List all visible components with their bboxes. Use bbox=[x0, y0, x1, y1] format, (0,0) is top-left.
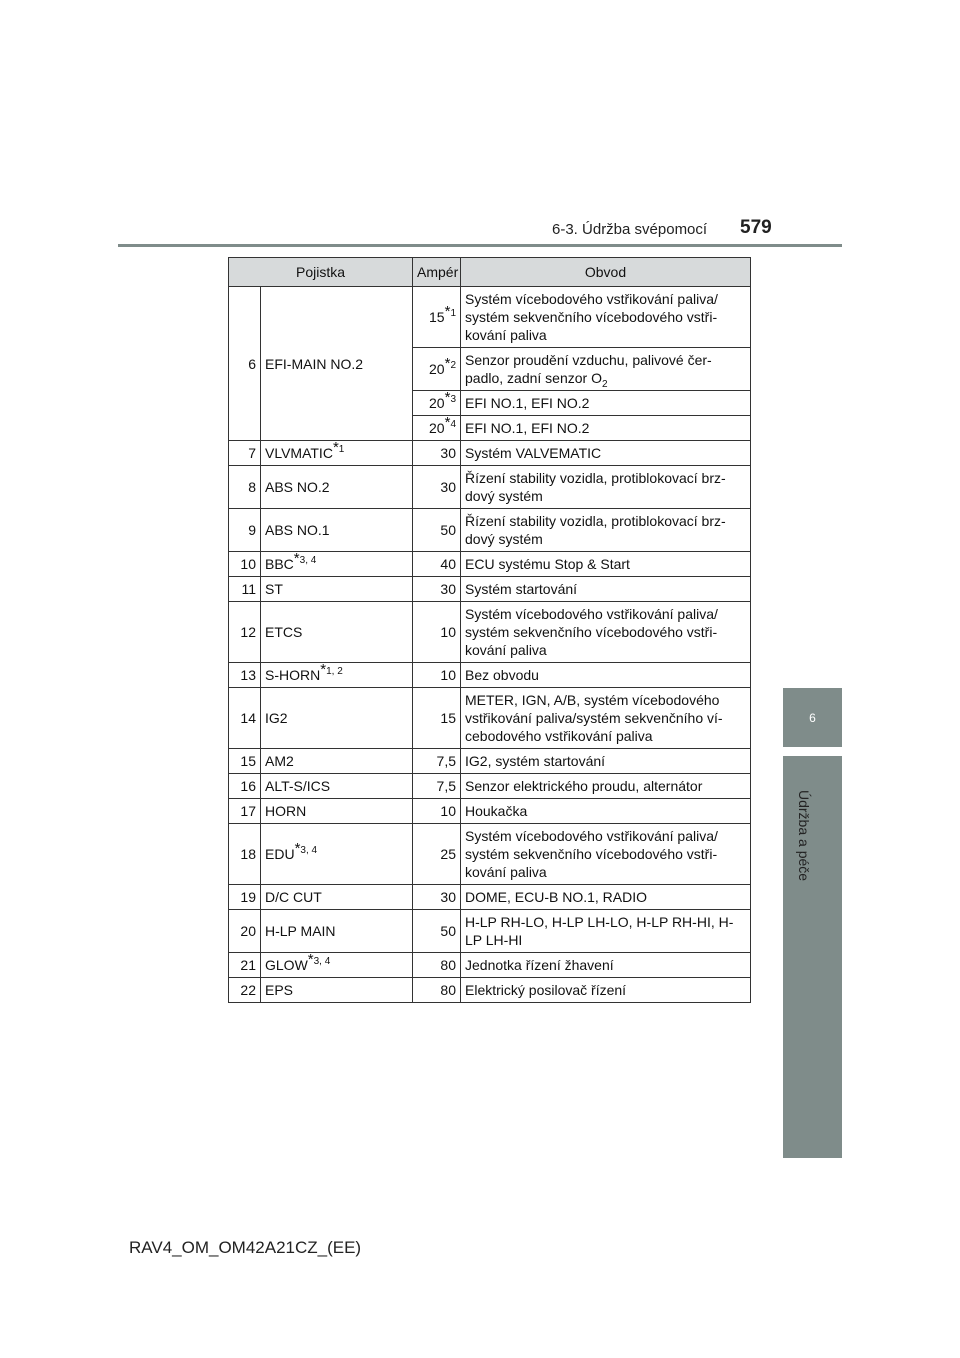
chapter-label: Údržba a péče bbox=[796, 790, 812, 882]
column-header-amp: Ampér bbox=[413, 258, 461, 287]
fuse-amp: 10 bbox=[413, 663, 461, 688]
table-row bbox=[229, 509, 751, 552]
fuse-amp: 10 bbox=[413, 799, 461, 824]
fuse-number: 10 bbox=[229, 552, 261, 577]
fuse-circuit: IG2, systém startování bbox=[461, 749, 751, 774]
fuse-amp: 15 bbox=[413, 688, 461, 749]
fuse-number: 7 bbox=[229, 441, 261, 466]
fuse-circuit: Bez obvodu bbox=[461, 663, 751, 688]
fuse-name: ST bbox=[261, 577, 413, 602]
fuse-amp: 30 bbox=[413, 466, 461, 509]
fuse-number: 11 bbox=[229, 577, 261, 602]
fuse-circuit: Systém vícebodového vstřikování paliva/ systém sekvenčního vícebodového vstři- kování paliva bbox=[461, 602, 751, 663]
chapter-tab bbox=[783, 688, 842, 747]
table-row bbox=[229, 885, 751, 910]
fuse-circuit: Jednotka řízení žhavení bbox=[461, 953, 751, 978]
fuse-amp: 15$^{*1}$ bbox=[413, 287, 461, 348]
fuse-circuit: Elektrický posilovač řízení bbox=[461, 978, 751, 1003]
fuse-number: 6 bbox=[229, 287, 261, 441]
table-row bbox=[229, 552, 751, 577]
fuse-circuit: Houkačka bbox=[461, 799, 751, 824]
page-number: 579 bbox=[740, 217, 772, 238]
fuse-name: EPS bbox=[261, 978, 413, 1003]
fuse-amp: 25 bbox=[413, 824, 461, 885]
fuse-circuit: ECU systému Stop & Start bbox=[461, 552, 751, 577]
fuse-circuit: Systém VALVEMATIC bbox=[461, 441, 751, 466]
fuse-name: ETCS bbox=[261, 602, 413, 663]
fuse-circuit: Systém vícebodového vstřikování paliva/ systém sekvenčního vícebodového vstři- kování paliva bbox=[461, 287, 751, 348]
table-row bbox=[229, 824, 751, 885]
table-row bbox=[229, 466, 751, 509]
fuse-number: 17 bbox=[229, 799, 261, 824]
fuse-amp: 30 bbox=[413, 441, 461, 466]
fuse-amp: 80 bbox=[413, 953, 461, 978]
fuse-amp: 50 bbox=[413, 509, 461, 552]
fuse-amp: 7,5 bbox=[413, 749, 461, 774]
fuse-circuit: EFI NO.1, EFI NO.2 bbox=[461, 416, 751, 441]
fuse-name: AM2 bbox=[261, 749, 413, 774]
fuse-number: 18 bbox=[229, 824, 261, 885]
header-divider bbox=[118, 244, 842, 247]
table-row bbox=[229, 577, 751, 602]
fuse-circuit: H-LP RH-LO, H-LP LH-LO, H-LP RH-HI, H-LP LH-HI bbox=[461, 910, 751, 953]
table-row bbox=[229, 688, 751, 749]
table-row bbox=[229, 602, 751, 663]
fuse-amp: 30 bbox=[413, 885, 461, 910]
table-row bbox=[229, 799, 751, 824]
fuse-name: H-LP MAIN bbox=[261, 910, 413, 953]
fuse-circuit: METER, IGN, A/B, systém vícebodového vstřikování paliva/systém sekvenčního ví- cebodového vstřikování paliva bbox=[461, 688, 751, 749]
fuse-number: 15 bbox=[229, 749, 261, 774]
fuse-amp: 20$^{*3}$ bbox=[413, 391, 461, 416]
fuse-number: 21 bbox=[229, 953, 261, 978]
fuse-number: 14 bbox=[229, 688, 261, 749]
chapter-number: 6 bbox=[809, 710, 816, 725]
table-header-row bbox=[229, 258, 751, 287]
fuse-name: S-HORN$^{*1, 2}$ bbox=[261, 663, 413, 688]
table-row bbox=[229, 774, 751, 799]
fuse-circuit: Systém startování bbox=[461, 577, 751, 602]
fuse-circuit: Senzor elektrického proudu, alternátor bbox=[461, 774, 751, 799]
fuse-circuit: Systém vícebodového vstřikování paliva/ systém sekvenčního vícebodového vstři- kování paliva bbox=[461, 824, 751, 885]
fuse-amp: 80 bbox=[413, 978, 461, 1003]
header-section-title: 6-3. Údržba svépomocí bbox=[552, 221, 708, 238]
table-row bbox=[229, 441, 751, 466]
fuse-amp: 10 bbox=[413, 602, 461, 663]
fuse-amp: 7,5 bbox=[413, 774, 461, 799]
fuse-name: VLVMATIC$^{*1}$ bbox=[261, 441, 413, 466]
fuse-number: 8 bbox=[229, 466, 261, 509]
fuse-number: 12 bbox=[229, 602, 261, 663]
fuse-table bbox=[228, 257, 751, 1003]
fuse-name: HORN bbox=[261, 799, 413, 824]
fuse-number: 9 bbox=[229, 509, 261, 552]
fuse-number: 22 bbox=[229, 978, 261, 1003]
fuse-name: GLOW$^{*3, 4}$ bbox=[261, 953, 413, 978]
fuse-name: ABS NO.1 bbox=[261, 509, 413, 552]
fuse-name: EDU$^{*3, 4}$ bbox=[261, 824, 413, 885]
fuse-circuit: Řízení stability vozidla, protiblokovací brz- dový systém bbox=[461, 466, 751, 509]
column-header-fuse: Pojistka bbox=[229, 258, 413, 287]
table-row bbox=[229, 663, 751, 688]
fuse-circuit: Senzor proudění vzduchu, palivové čer- padlo, zadní senzor $O_2$ bbox=[461, 348, 751, 391]
chapter-tab-bar bbox=[783, 756, 842, 1158]
fuse-amp: 50 bbox=[413, 910, 461, 953]
fuse-name: IG2 bbox=[261, 688, 413, 749]
fuse-number: 13 bbox=[229, 663, 261, 688]
fuse-amp: 20$^{*2}$ bbox=[413, 348, 461, 391]
document-code: RAV4_OM_OM42A21CZ_(EE) bbox=[129, 1238, 362, 1257]
fuse-amp: 20$^{*4}$ bbox=[413, 416, 461, 441]
fuse-circuit: EFI NO.1, EFI NO.2 bbox=[461, 391, 751, 416]
fuse-amp: 40 bbox=[413, 552, 461, 577]
fuse-name: EFI-MAIN NO.2 bbox=[261, 287, 413, 441]
fuse-number: 20 bbox=[229, 910, 261, 953]
fuse-amp: 30 bbox=[413, 577, 461, 602]
fuse-number: 19 bbox=[229, 885, 261, 910]
table-row bbox=[229, 910, 751, 953]
table-row bbox=[229, 978, 751, 1003]
column-header-circuit: Obvod bbox=[461, 258, 751, 287]
fuse-name: D/C CUT bbox=[261, 885, 413, 910]
fuse-number: 16 bbox=[229, 774, 261, 799]
table-row bbox=[229, 287, 751, 348]
table-row bbox=[229, 749, 751, 774]
fuse-name: ALT-S/ICS bbox=[261, 774, 413, 799]
fuse-circuit: DOME, ECU-B NO.1, RADIO bbox=[461, 885, 751, 910]
fuse-name: ABS NO.2 bbox=[261, 466, 413, 509]
fuse-circuit: Řízení stability vozidla, protiblokovací brz- dový systém bbox=[461, 509, 751, 552]
table-row bbox=[229, 953, 751, 978]
fuse-name: BBC$^{*3, 4}$ bbox=[261, 552, 413, 577]
